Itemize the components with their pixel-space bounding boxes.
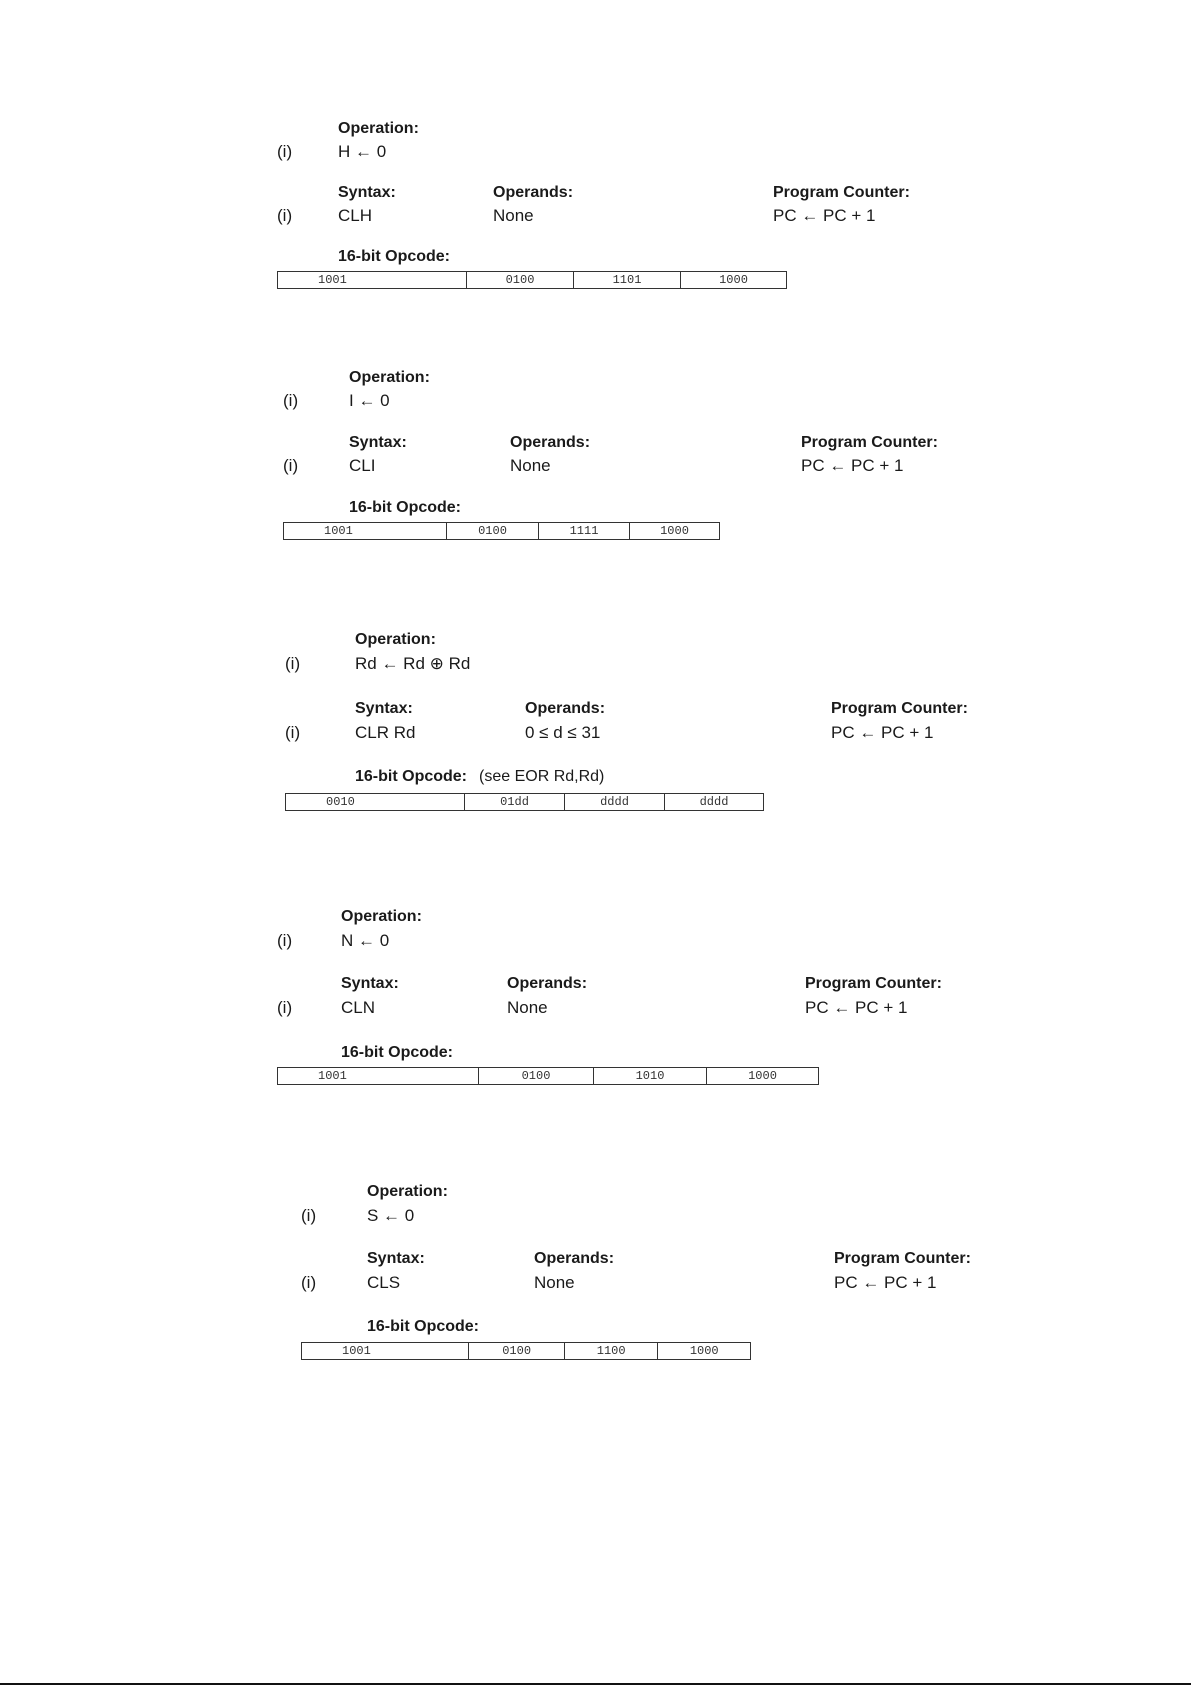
opcode-cell: 1100: [564, 1343, 658, 1359]
program-counter-label: Program Counter:: [773, 184, 910, 201]
operation-label: Operation:: [338, 120, 419, 137]
program-counter-label: Program Counter:: [831, 700, 968, 717]
operands-label: Operands:: [534, 1250, 615, 1267]
operation-index: (i): [285, 654, 301, 673]
operation-expression: I ← 0: [349, 391, 390, 410]
operands-value: None: [534, 1273, 575, 1292]
instruction-entry-cls: [301, 1183, 1191, 1383]
program-counter-value: PC ← PC + 1: [801, 456, 904, 475]
opcode-table: [283, 522, 720, 540]
operands-label: Operands:: [525, 700, 606, 717]
syntax-value: CLR Rd: [355, 723, 416, 742]
operation-expression: S ← 0: [367, 1206, 415, 1225]
syntax-index: (i): [285, 723, 301, 742]
syntax-index: (i): [283, 456, 299, 475]
opcode-label: 16-bit Opcode:: [367, 1318, 480, 1335]
opcode-cell: 1001: [318, 273, 347, 287]
operation-label: Operation:: [341, 908, 422, 925]
opcode-label: 16-bit Opcode:: [341, 1044, 454, 1061]
operands-label: Operands:: [493, 184, 574, 201]
syntax-label: Syntax:: [355, 700, 413, 717]
opcode-cell: 0100: [468, 1343, 564, 1359]
operands-value: None: [510, 456, 551, 475]
operands-label: Operands:: [507, 975, 588, 992]
instruction-entry-clh: [277, 120, 1177, 320]
operation-expression: Rd ← Rd ⊕ Rd: [355, 654, 471, 673]
opcode-table: [277, 1067, 819, 1085]
syntax-label: Syntax:: [367, 1250, 425, 1267]
opcode-table: [301, 1342, 751, 1360]
operands-label: Operands:: [510, 434, 591, 451]
opcode-cell: 0100: [478, 1068, 593, 1084]
syntax-index: (i): [301, 1273, 317, 1292]
opcode-note: (see EOR Rd,Rd): [479, 768, 605, 785]
opcode-cell: 1101: [573, 272, 680, 288]
operation-label: Operation:: [367, 1183, 448, 1200]
operation-index: (i): [283, 391, 299, 410]
syntax-label: Syntax:: [338, 184, 396, 201]
program-counter-value: PC ← PC + 1: [834, 1273, 937, 1292]
instruction-entry-cli: [283, 369, 1183, 569]
syntax-index: (i): [277, 998, 293, 1017]
operation-index: (i): [277, 931, 293, 950]
operation-expression: H ← 0: [338, 142, 387, 161]
operation-label: Operation:: [355, 631, 436, 648]
opcode-cell: 1111: [538, 523, 629, 539]
operation-index: (i): [277, 142, 293, 161]
operands-value: None: [493, 206, 534, 225]
operation-expression: N ← 0: [341, 931, 390, 950]
operands-value: None: [507, 998, 548, 1017]
instruction-entry-cln: [277, 908, 1177, 1108]
opcode-cell: 1000: [706, 1068, 818, 1084]
program-counter-value: PC ← PC + 1: [805, 998, 908, 1017]
syntax-value: CLH: [338, 206, 373, 225]
program-counter-label: Program Counter:: [805, 975, 942, 992]
opcode-label: 16-bit Opcode:: [349, 499, 462, 516]
syntax-value: CLS: [367, 1273, 401, 1292]
opcode-cell: 1001: [324, 524, 353, 538]
operation-label: Operation:: [349, 369, 430, 386]
opcode-cell: 1010: [593, 1068, 706, 1084]
opcode-cell: 1001: [342, 1344, 371, 1358]
opcode-cell: dddd: [664, 794, 763, 810]
program-counter-value: PC ← PC + 1: [831, 723, 934, 742]
opcode-cell: 1000: [629, 523, 719, 539]
syntax-value: CLI: [349, 456, 376, 475]
opcode-cell: 1000: [680, 272, 786, 288]
opcode-cell: 1001: [318, 1069, 347, 1083]
syntax-label: Syntax:: [341, 975, 399, 992]
operands-value: 0 ≤ d ≤ 31: [525, 723, 601, 742]
instruction-entry-clr: [285, 631, 1185, 831]
opcode-label: 16-bit Opcode:: [355, 768, 468, 785]
syntax-value: CLN: [341, 998, 376, 1017]
program-counter-label: Program Counter:: [834, 1250, 971, 1267]
opcode-cell: 01dd: [464, 794, 564, 810]
opcode-label: 16-bit Opcode:: [338, 248, 451, 265]
opcode-cell: dddd: [564, 794, 664, 810]
operation-index: (i): [301, 1206, 317, 1225]
opcode-cell: 0100: [446, 523, 538, 539]
opcode-table: [277, 271, 787, 289]
program-counter-label: Program Counter:: [801, 434, 938, 451]
program-counter-value: PC ← PC + 1: [773, 206, 876, 225]
opcode-cell: 0100: [466, 272, 573, 288]
opcode-cell: 0010: [326, 795, 355, 809]
syntax-index: (i): [277, 206, 293, 225]
syntax-label: Syntax:: [349, 434, 407, 451]
opcode-table: [285, 793, 764, 811]
opcode-cell: 1000: [657, 1343, 750, 1359]
